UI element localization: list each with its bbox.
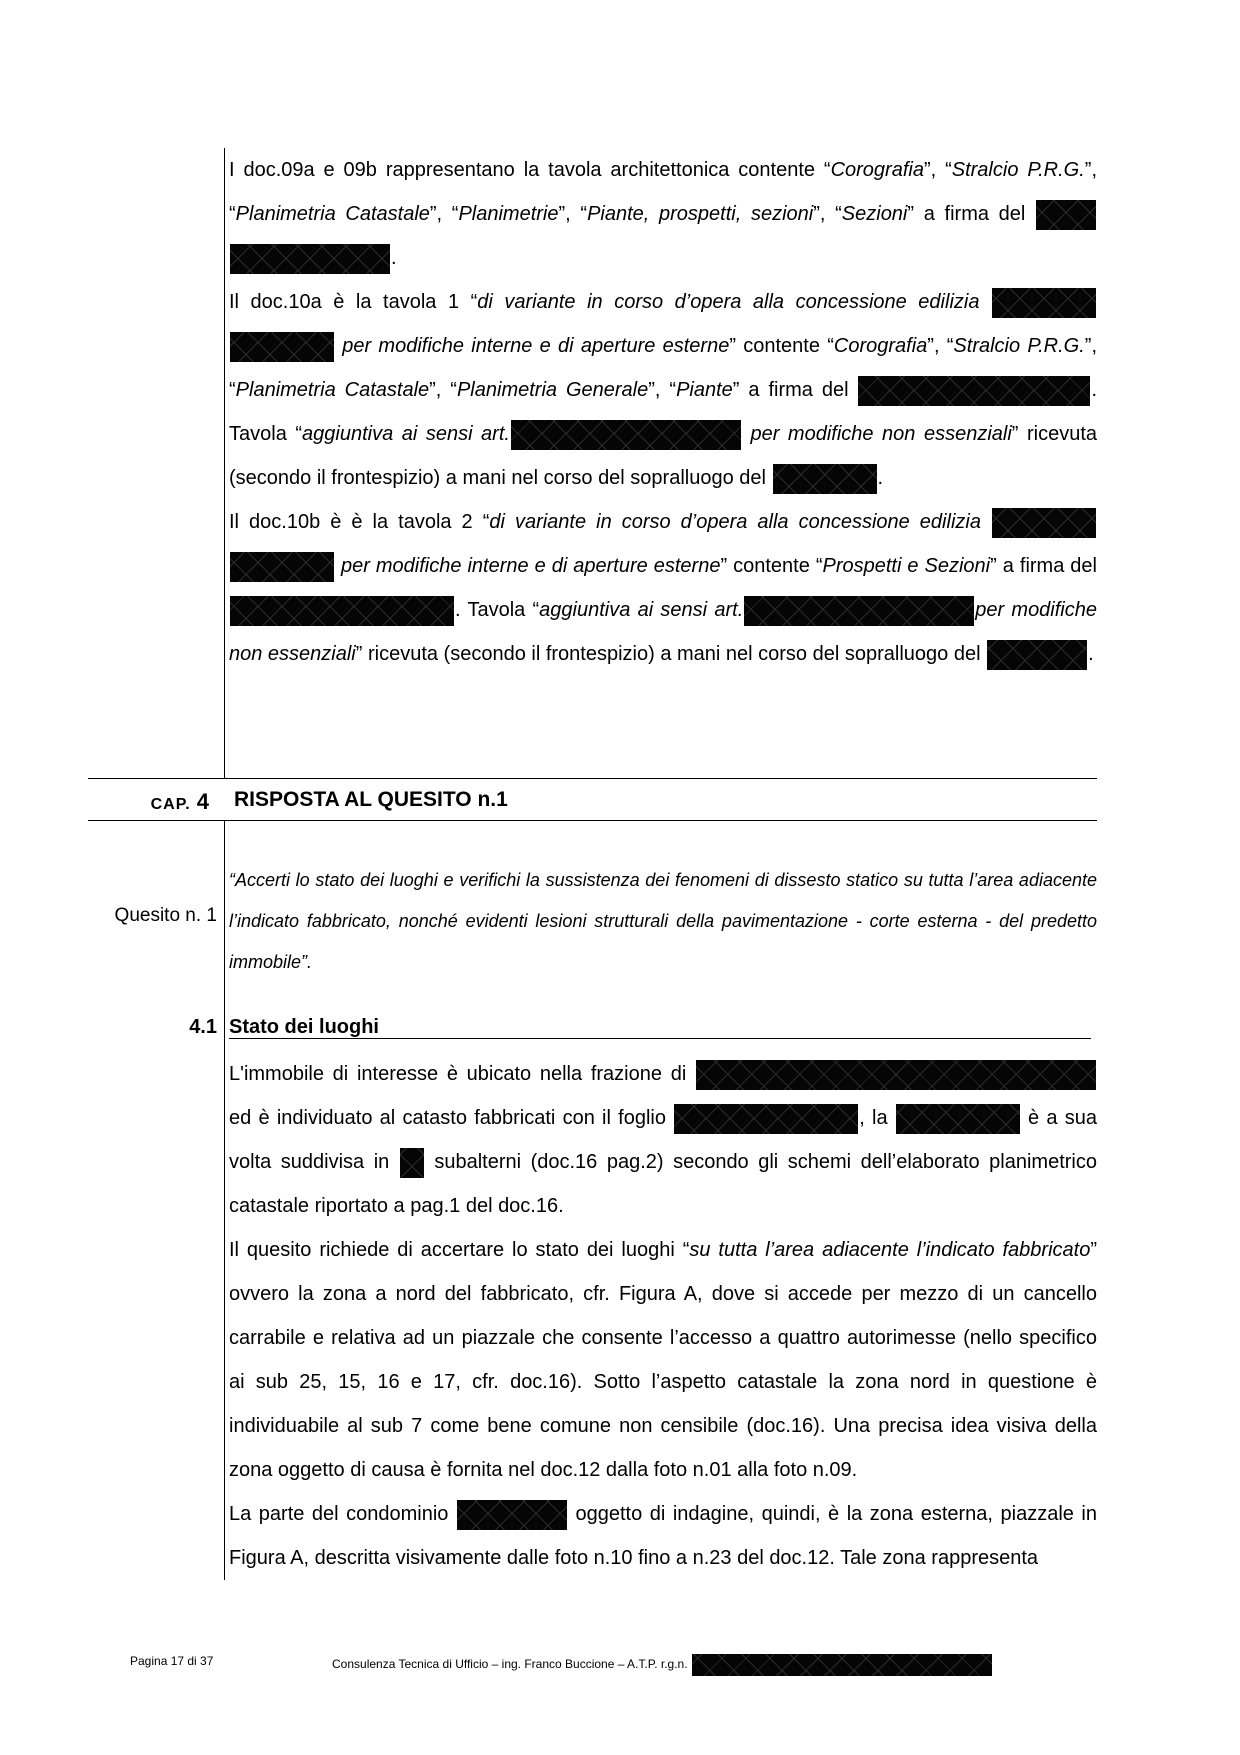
redaction-block — [744, 596, 974, 626]
redaction-block — [230, 552, 334, 582]
paragraph-ubicazione: L'immobile di interesse è ubicato nella frazione di ed è individuato al catasto fabbricati con il foglio , la è a sua volta suddivisa in subalterni (doc.16 pag.2) secondo gli schemi dell’elaborato planimetrico catastale riportato a pag.1 del doc.16. — [229, 1052, 1097, 1228]
quesito-text: “Accerti lo stato dei luoghi e verifichi la sussistenza dei fenomeni di dissesto statico su tutta l’area adiacente l’indicato fabbricato, nonché evidenti lesioni strutturali della pavimentazione - corte esterna - del predetto immobile”. — [229, 870, 1097, 972]
paragraph-doc09: I doc.09a e 09b rappresentano la tavola architettonica contente “Corografia”, “Stralcio P.R.G.”, “Planimetria Catastale”, “Planimetrie”, “Piante, prospetti, sezioni”, “Sezioni” a firma del . — [229, 148, 1097, 280]
redaction-block — [511, 420, 741, 450]
paragraph-quesito: Il quesito richiede di accertare lo stato dei luoghi “su tutta l’area adiacente l’indicato fabbricato” ovvero la zona a nord del fabbricato, cfr. Figura A, dove si accede per mezzo di un cancello carrabile e relativa ad un piazzale che consente l’accesso a quattro autorimesse (nello specifico ai sub 25, 15, 16 e 17, cfr. doc.16). Sotto l’aspetto catastale la zona nord in questione è individuabile al sub 7 come bene comune non censibile (doc.16). Una precisa idea visiva della zona oggetto di causa è fornita nel doc.12 dalla foto n.01 alla foto n.09. — [229, 1239, 1097, 1481]
lower-text-block — [229, 1052, 1097, 1580]
chapter-rule-bottom — [88, 820, 1097, 821]
redaction-block — [692, 1654, 992, 1676]
footer-caption: Consulenza Tecnica di Ufficio – ing. Franco Buccione – A.T.P. r.g.n. — [332, 1654, 993, 1676]
paragraph-doc10a: Il doc.10a è la tavola 1 “di variante in corso d’opera alla concessione edilizia per modifiche interne e di aperture esterne” contente “Corografia”, “Stralcio P.R.G.”, “Planimetria Catastale”, “Planimetria Generale”, “Piante” a firma del . Tavola “aggiuntiva ai sensi art. per modifiche non essenziali” ricevuta (secondo il frontespizio) a mani nel corso del sopralluogo del . — [229, 280, 1097, 500]
section-number: 4.1 — [189, 1016, 217, 1038]
margin-rule-top — [224, 148, 225, 778]
paragraph-doc10b: Il doc.10b è è la tavola 2 “di variante in corso d’opera alla concessione edilizia per modifiche interne e di aperture esterne” contente “Prospetti e Sezioni” a firma del . Tavola “aggiuntiva ai sensi art. per modifiche non essenziali” ricevuta (secondo il frontespizio) a mani nel corso del sopralluogo del . — [229, 500, 1097, 676]
redaction-block — [457, 1500, 567, 1530]
redaction-block — [696, 1060, 1096, 1090]
section-rule — [229, 1038, 1091, 1039]
redaction-block — [230, 596, 454, 626]
redaction-block — [992, 288, 1096, 318]
redaction-block — [674, 1104, 858, 1134]
paragraph-condominio: La parte del condominio oggetto di indagine, quindi, è la zona esterna, piazzale in Figura A, descritta visivamente dalle foto n.10 fino a n.23 del doc.12. Tale zona rappresenta — [229, 1492, 1097, 1580]
redaction-block — [987, 640, 1087, 670]
margin-rule-bottom — [224, 820, 225, 1580]
redaction-block — [230, 244, 390, 274]
section-title: Stato dei luoghi — [229, 1016, 379, 1038]
chapter-rule-top — [88, 778, 1097, 779]
quesito-label: Quesito n. 1 — [114, 905, 217, 926]
chapter-label: CAP. 4 — [150, 789, 210, 814]
redaction-block — [1036, 200, 1096, 230]
footer-page-number: Pagina 17 di 37 — [130, 1654, 214, 1668]
upper-text-block — [229, 148, 1097, 676]
redaction-block — [230, 332, 334, 362]
redaction-block — [858, 376, 1090, 406]
redaction-block — [992, 508, 1096, 538]
redaction-block — [896, 1104, 1020, 1134]
redaction-block — [773, 464, 877, 494]
redaction-block — [400, 1148, 424, 1178]
chapter-title: RISPOSTA AL QUESITO n.1 — [234, 788, 508, 811]
